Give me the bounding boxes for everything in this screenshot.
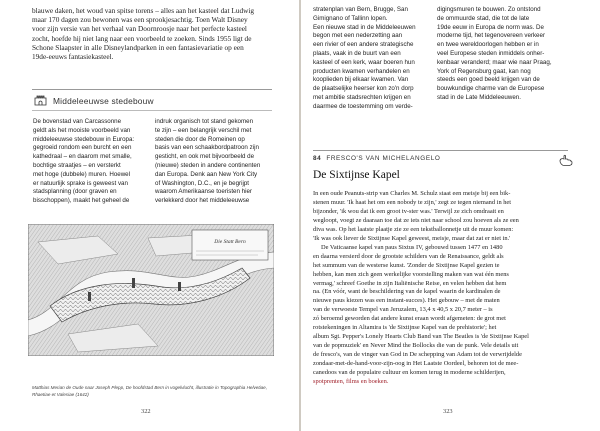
text-line: of Washington, D.C., en je begrijpt (155, 179, 250, 187)
sidebar-column-4 (437, 6, 577, 103)
chapter-number: 84 (313, 155, 322, 162)
bern-map-illustration (28, 224, 274, 356)
text-line: kasteel of een kerk, waar boeren hun (313, 58, 415, 66)
text-line: dan Europa. Denk aan New York City (155, 170, 258, 178)
text-line: indruk organisch tot stand gekomen (155, 118, 254, 125)
section-title: Middeleeuwse stedebouw (53, 96, 154, 106)
text-line: In een oude Peanuts-strip van Charles M. Schulz staat een meisje bij een bik- (313, 190, 511, 197)
text-line: (nieuwe) steden in andere continenten (155, 161, 261, 169)
text-line: maar 170 dagen zou bewonen was een sprookjesachtig. Toen Walt Disney (32, 15, 248, 25)
text-line: zondaar-met-de-hand-voor-zijn-oog in Het Laatste Oordeel, behoren tot de mee- (313, 360, 519, 368)
text-line: er natuurlijk sprake is geweest van (33, 179, 128, 187)
text-line: hebben, kan men zich geen werkelijke voorstelling maken van wat één mens (313, 270, 509, 278)
text-line: middeleeuwse stedebouw in Europa: (33, 135, 135, 143)
page-number-left: 322 (141, 408, 151, 415)
text-line: 19de eeuw in Europa de norm was. De (437, 23, 544, 31)
text-line: veel Europese steden inmiddels onher- (437, 49, 545, 57)
text-line: digingsmuren te bouwen. Zo ontstond (437, 6, 541, 13)
text-line: rotstekeningen in Altamira is 'de Sixtijnse Kapel van de prehistorie'; het (313, 324, 497, 332)
text-line: de plaatselijke heerser kon zo'n dorp (313, 85, 414, 93)
page-number-right: 323 (443, 408, 453, 415)
text-line: York of Regensburg gaat, kan nog (437, 67, 531, 75)
text-line: album Sgt. Pepper's Lonely Hearts Club Band van The Beatles is 'de Sixtijnse Kapel (313, 333, 529, 341)
text-line: De bovenstad van Carcassonne (33, 118, 122, 125)
text-line: kooplieden bij elkaar kwamen. Van (313, 76, 409, 84)
text-line: steden die door de Romeinen op (155, 135, 245, 143)
text-line: plaats, vaak in de buurt van een (313, 49, 401, 57)
text-line: wegloopt, voegt ze daaraan toe dat ze iets niet naar school zou hoeven als ze een (313, 216, 519, 224)
article-heading: De Sixtijnse Kapel (313, 169, 400, 181)
text-line: waarom Amerikaanse toeristen hier (155, 188, 252, 196)
text-line: de fresco's, van de vinger van God in De schepping van Adam tot de verwrijdelde (313, 351, 522, 359)
text-line: diva was. Op het laatste plaatje zie ze een tekstballonnetje uit de muur komen: (313, 225, 514, 233)
chapter-title: FRESCO'S VAN MICHELANGELO (326, 155, 441, 162)
text-line: blauwe daken, het woud van spitse torens – alles aan het kasteel dat Ludwig (32, 6, 255, 15)
text-line: bisschoppen), maakt het geheel de (33, 197, 130, 205)
figure-caption: Matthias Merian de Oude naar Joseph Plepp, De hoofdstad Bern in vogelvlucht, illustratie in Topographia Helvetiae, Rhaetiae et Valesiae (1642) (32, 385, 268, 397)
text-line: begon met een nederzetting aan (313, 32, 403, 40)
text-line: stad in de Late Middeleeuwen. (437, 93, 521, 101)
text-line: en twee wereldoorlogen hebben er in (437, 41, 539, 49)
left-page (0, 0, 299, 431)
text-line: Schone Slaapster in alle Disneylandparken in een fantasievariatie op een (32, 42, 244, 52)
right-page (301, 0, 600, 431)
text-line: stratenplan van Bern, Brugge, San (313, 6, 408, 13)
text-line: spotprenten, films en boeken. (313, 378, 389, 386)
sidebar-column-2 (155, 118, 279, 206)
text-line: kenbaar veranderd; maar wie naar Praag, (437, 58, 552, 66)
text-line: gesticht, en ook met bijvoorbeeld de (155, 153, 255, 161)
text-line: voor zijn versie van het verhaal van Doornroosje naar het perfecte kasteel (32, 24, 247, 34)
text-line: na. (En vóór, want de beschildering van de kapel waarin de kardinalen de (313, 288, 501, 296)
text-line: het summum van de westerse kunst. 'Zonder de Sixtijnse Kapel gezien te (313, 261, 500, 269)
article-body (313, 190, 585, 387)
text-line: kathedraal – en daarom met smalle, (33, 153, 132, 161)
text-line: geldt als het mooiste voorbeeld van (33, 126, 131, 134)
text-line: en daarna versierd door de grootste schilders van de Renaissance, geldt als (313, 252, 504, 260)
sidebar-column-3 (313, 6, 435, 112)
text-line: bijzonder, 'ik wou dat ik een groot tv-ster was.' Terwijl ze zich omdraait en (313, 207, 504, 215)
text-line: 19de-eeuws fantasiekasteel. (32, 52, 114, 62)
text-line: bochtige straatjes – en versterkt (33, 161, 121, 169)
text-line: bouwkundige charme van de Europese (437, 85, 545, 93)
text-line: 'Ik was ook liever de Sixtijnse Kapel geweest, meisje, maar dat zat er niet in.' (313, 234, 511, 242)
section-rule-bottom (32, 110, 272, 111)
hand-cursor-icon (559, 154, 573, 166)
text-line: Een nieuwe stad in de Middeleeuwen (313, 23, 416, 31)
section-rule-top (32, 89, 272, 90)
chapter-label (313, 155, 440, 162)
map-title: Die Statt Bern (214, 239, 246, 245)
text-line: van de verwoeste Tempel van Jeruzalem, 13,4 x 40,5 x 20,7 meter – is (313, 306, 493, 314)
text-line: nieuwe paus kiezen was een instant-succes). Het gebouw – met de maten (313, 297, 500, 305)
text-line: verlekkerd door het middeleeuwse (155, 197, 250, 205)
text-line: zó beroemd geworden dat andere kunst eraan wordt afgemeten: de grot met (313, 315, 506, 323)
text-line: vermag,' schreef Goethe in zijn Italiënische Reise, en velen hebben dat hem (313, 279, 507, 287)
text-line: de ommuurde stad, die tot de late (437, 14, 530, 22)
castle-icon (34, 94, 47, 106)
text-line: producten kwamen verhandelen en (313, 67, 410, 75)
text-line: canedoos van de populaire cultuur en komen terug in moderne schilderijen, (313, 369, 506, 377)
text-line: stadsplanning (door graven en (33, 188, 117, 196)
text-line: basis van een schaakbordpatroon zijn (155, 144, 259, 152)
text-line: met ambitie stadsrechten krijgen en (313, 93, 411, 101)
text-line: Gimignano of Tallinn lopen. (313, 14, 388, 22)
text-line: te zijn – een belangrijk verschil met (155, 126, 252, 134)
sidebar-column-1 (33, 118, 153, 206)
text-line: een rivier of een andere strategische (313, 41, 414, 49)
text-line: zocht, hoefde hij niet lang naar een voorbeeld te zoeken. Sinds 1955 ligt de (32, 33, 252, 43)
chapter-rule (313, 150, 568, 151)
left-top-paragraph (32, 6, 282, 61)
text-line: steeds een goed beeld krijgen van de (437, 76, 540, 84)
text-line: stenen muur. 'Ik haat het om een nobody te zijn,' zegt ze tegen niemand in het (313, 198, 512, 206)
text-line: van de popmuziek' en Never Mind the Bollocks die van de punk. Vele details uit (313, 342, 519, 350)
text-line: De Vaticaanse kapel van paus Sixtus IV, gebouwd tussen 1477 en 1480 (321, 243, 503, 251)
text-line: met hoge (dubbele) muren. Hoewel (33, 170, 130, 178)
text-line: moderne tijd, het tegenovereen verkeer (437, 32, 546, 40)
text-line: daarmee de toestemming om verde- (313, 102, 413, 110)
text-line: gegroeid rondom een burcht en een (33, 144, 132, 152)
